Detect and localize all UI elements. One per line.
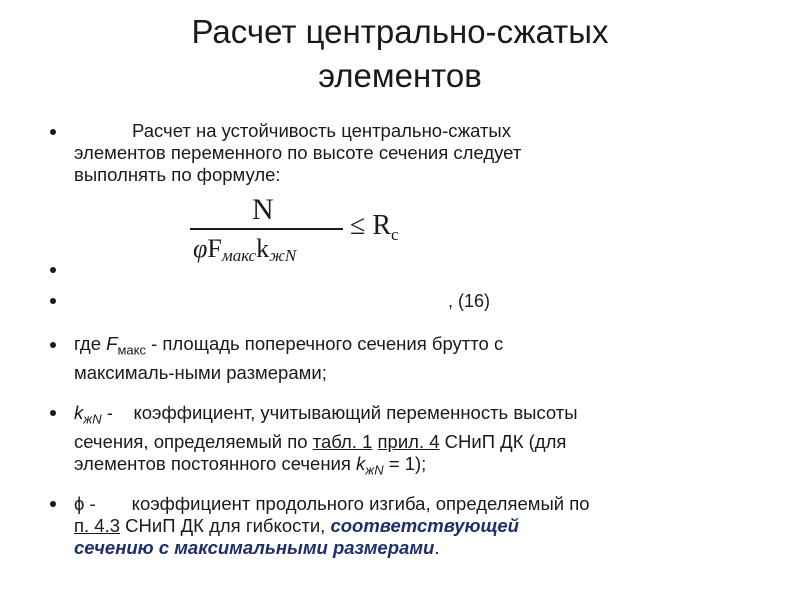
f-maks-symbol: $F_{макс}$	[106, 333, 146, 358]
k-line-2: сечения, определяемый по табл. 1 прил. 4 СНиП ДК (для	[74, 430, 567, 452]
k-line-3: элементов постоянного сечения $k_{жN} = 1$);	[74, 452, 427, 478]
emphasis-2: сечению с максимальными размерами	[74, 537, 435, 558]
emphasis-1: соответствующей	[330, 515, 519, 536]
phi-line-2: п. 4.3 СНиП ДК для гибкости, соответствующей	[74, 515, 519, 536]
table-1-link[interactable]: табл. 1	[312, 430, 373, 452]
bullet-dot-4	[50, 342, 56, 348]
bullet-dot-5	[50, 410, 56, 416]
bullet-dot-2	[50, 267, 56, 273]
slide-title	[0, 10, 800, 98]
f-maks-line-1: где $F_{макс}$ - площадь поперечного сечения брутто с	[74, 333, 504, 358]
bullet-dot-1	[50, 129, 56, 135]
intro-line-2: элементов переменного по высоте сечения следует	[74, 142, 522, 163]
k-line-1: $k_{жN}$ - коэффициент, учитывающий переменность высоты	[74, 402, 578, 427]
k-symbol-inline: $k_{жN}$	[74, 402, 102, 427]
k-symbol: k	[256, 234, 270, 263]
formula-numerator: N	[252, 193, 274, 226]
phi-symbol: φ	[193, 234, 208, 263]
bullet-dot-6	[50, 501, 56, 507]
f-maks-line-2: максималь-ными размерами;	[74, 361, 327, 383]
leq-r: ≤ R	[350, 210, 392, 241]
intro-line-1: Расчет на устойчивость центрально-сжатых	[132, 120, 511, 141]
formula-relation	[350, 210, 399, 245]
equation-number: , (16)	[448, 291, 491, 311]
r-subscript: c	[391, 225, 399, 244]
formula-denominator	[193, 234, 296, 266]
k-subscript: жN	[269, 246, 297, 265]
phi-inline: ϕ -	[74, 493, 96, 514]
clause-4-3-link[interactable]: п. 4.3	[74, 515, 121, 536]
fraction-bar	[190, 228, 343, 230]
phi-line-1: ϕ - коэффициент продольного изгиба, определяемый по	[74, 493, 590, 514]
title-line-1: Расчет центрально-сжатых	[191, 13, 609, 50]
bullet-k-coefficient	[74, 402, 754, 481]
bullet-intro	[74, 120, 714, 186]
appendix-4-link[interactable]: прил. 4	[377, 430, 440, 452]
intro-line-3: выполнять по формуле:	[74, 164, 281, 185]
bullet-f-maks	[74, 333, 714, 384]
phi-line-3: сечению с максимальными размерами.	[74, 537, 440, 558]
bullet-phi-coefficient	[74, 493, 754, 559]
k-symbol-inline-2: $k_{жN}$	[356, 452, 384, 478]
f-symbol: F	[207, 234, 222, 263]
stability-formula	[190, 193, 440, 273]
f-subscript: макс	[221, 246, 257, 265]
bullet-dot-3	[50, 298, 56, 304]
title-line-2: элементов	[318, 57, 482, 94]
